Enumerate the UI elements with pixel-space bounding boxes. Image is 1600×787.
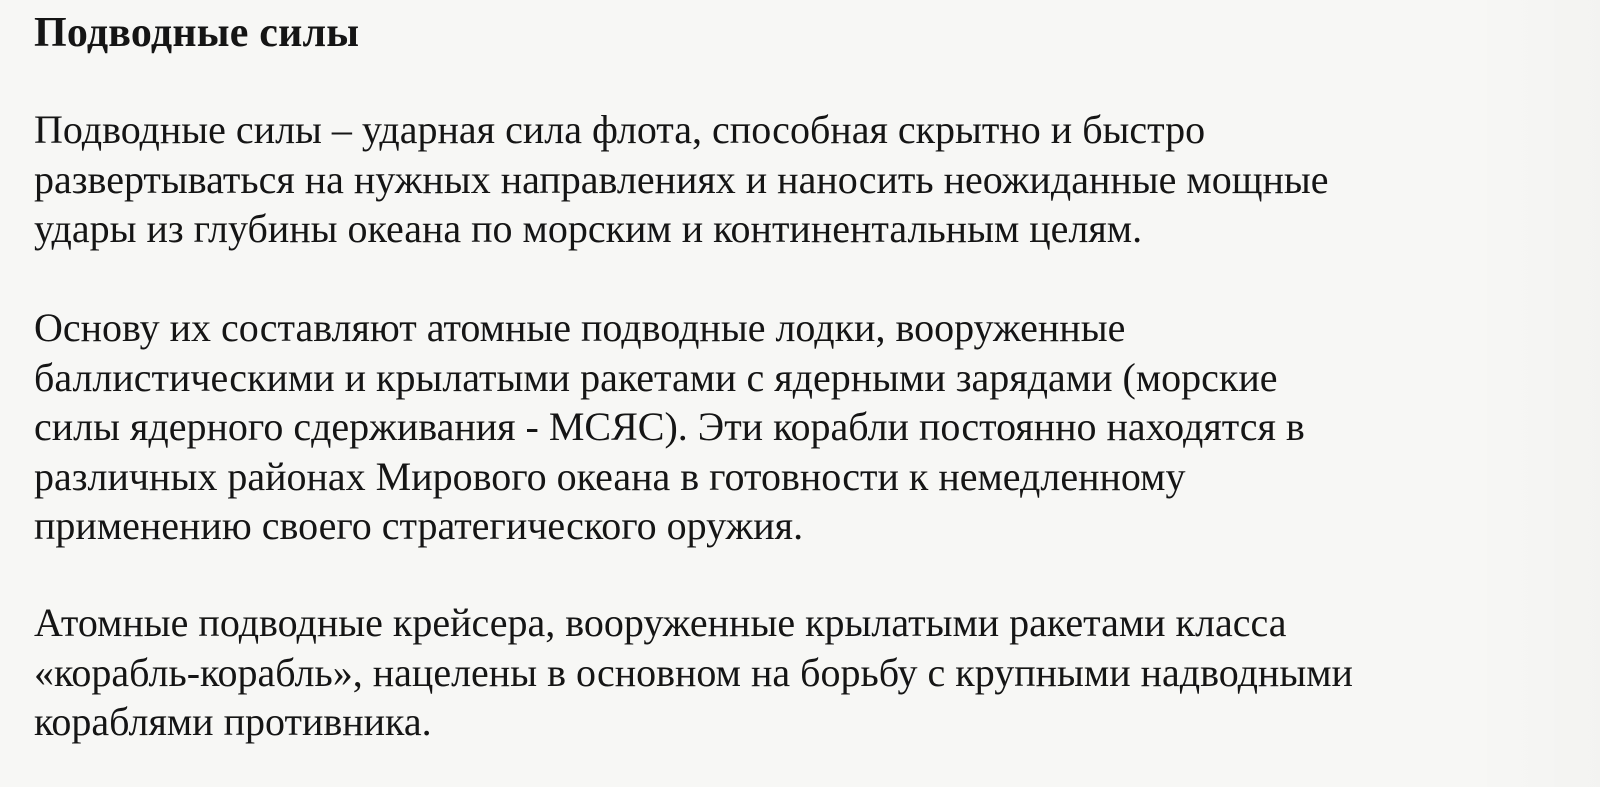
text-line: «корабль-корабль», нацелены в основном на борьбу с крупными надводными bbox=[34, 649, 1353, 695]
text-line: баллистическими и крылатыми ракетами с ядерными зарядами (морские bbox=[34, 354, 1278, 400]
text-line: Атомные подводные крейсера, вооруженные крылатыми ракетами класса bbox=[34, 600, 1287, 645]
paragraph-2 bbox=[34, 303, 1305, 551]
document-title: Подводные силы bbox=[34, 10, 360, 56]
text-line: различных районах Мирового океана в готовности к немедленному bbox=[34, 453, 1186, 499]
text-line: силы ядерного сдерживания - МСЯС). Эти корабли постоянно находятся в bbox=[34, 404, 1305, 449]
paragraph-1 bbox=[34, 105, 1329, 254]
text-line: удары из глубины океана по морским и континентальным целям. bbox=[34, 206, 1143, 251]
text-line: развертываться на нужных направлениях и наносить неожиданные мощные bbox=[34, 156, 1329, 202]
text-line: Подводные силы – ударная сила флота, способная скрытно и быстро bbox=[34, 107, 1206, 152]
text-line: кораблями противника. bbox=[34, 699, 432, 744]
text-line: применению своего стратегического оружия. bbox=[34, 503, 804, 548]
paragraph-3 bbox=[34, 598, 1353, 747]
scan-edge-shading bbox=[1470, 0, 1600, 787]
text-line: Основу их составляют атомные подводные лодки, вооруженные bbox=[34, 305, 1126, 350]
